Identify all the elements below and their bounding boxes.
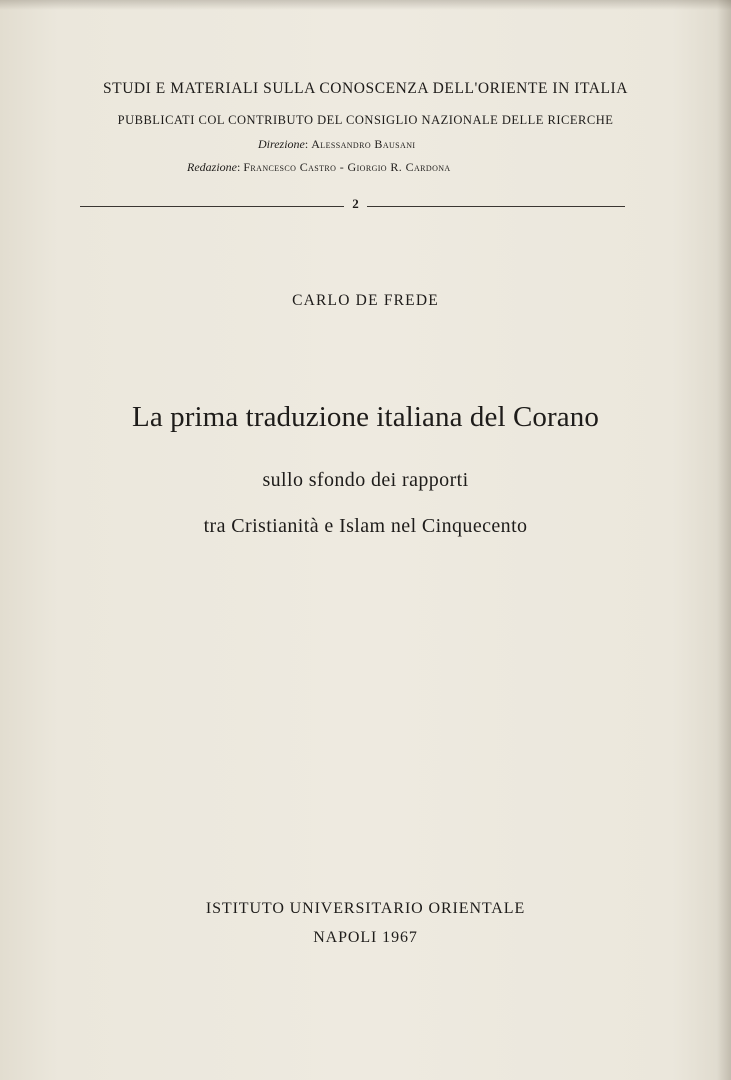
divider-rule-left	[80, 206, 344, 207]
author-name: CARLO DE FREDE	[292, 292, 439, 309]
book-title: La prima traduzione italiana del Corano	[132, 401, 599, 433]
series-direction: Direzione: Alessandro Bausani	[258, 137, 416, 151]
page-edge-shadow-right	[717, 0, 731, 1080]
series-editors: Redazione: Francesco Castro - Giorgio R. Cardona	[187, 160, 451, 174]
direzione-names: Alessandro Bausani	[311, 137, 416, 151]
divider-rule-right	[367, 206, 625, 207]
publication-place-year: NAPOLI 1967	[313, 929, 418, 946]
series-subtitle: PUBBLICATI COL CONTRIBUTO DEL CONSIGLIO NAZIONALE DELLE RICERCHE	[117, 113, 614, 127]
redazione-names: Francesco Castro - Giorgio R. Cardona	[243, 160, 451, 174]
direzione-label: Direzione	[258, 137, 305, 151]
redazione-label: Redazione	[187, 160, 237, 174]
series-title: STUDI E MATERIALI SULLA CONOSCENZA DELL'ORIENTE IN ITALIA	[103, 80, 628, 97]
publisher-name: ISTITUTO UNIVERSITARIO ORIENTALE	[205, 900, 526, 917]
book-subtitle-line1: sullo sfondo dei rapporti	[262, 469, 469, 491]
page-edge-shadow-top	[0, 0, 731, 10]
book-subtitle-line2: tra Cristianità e Islam nel Cinquecento	[203, 515, 528, 537]
series-number: 2	[352, 196, 359, 211]
